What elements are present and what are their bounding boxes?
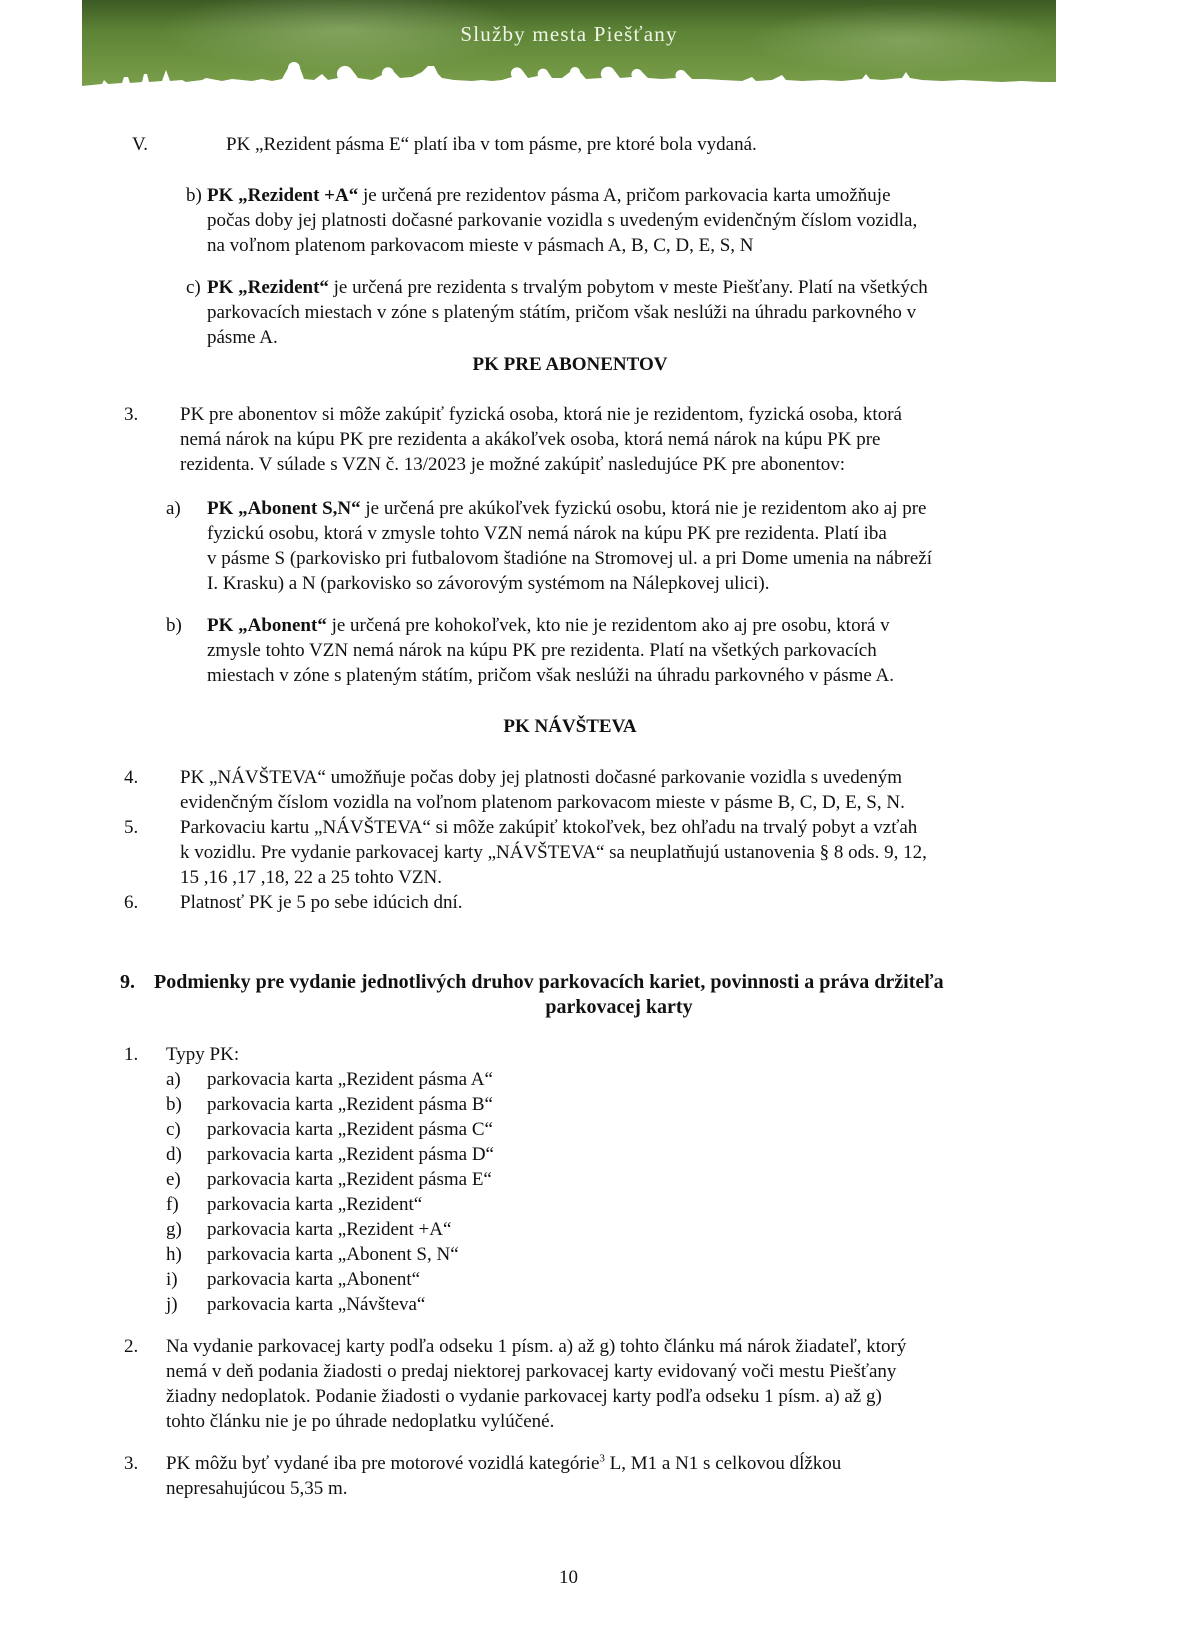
list-marker: c) [186, 277, 201, 298]
article-number: 9. [120, 971, 135, 993]
paragraph-line: PK „Rezident pásma E“ platí iba v tom pásme, pre ktoré bola vydaná. [226, 134, 757, 155]
card-name: PK „Abonent“ [207, 615, 327, 636]
list-marker: 6. [124, 892, 139, 913]
type-marker: i) [166, 1269, 178, 1290]
paragraph-line: PK „Abonent“ je určená pre kohokoľvek, kto nie je rezidentom ako aj pre osobu, ktorá v [207, 615, 890, 636]
paragraph-line: PK „Rezident +A“ je určená pre rezidentov pásma A, pričom parkovacia karta umožňuje [207, 185, 891, 206]
paragraph-line: Parkovaciu kartu „NÁVŠTEVA“ si môže zakúpiť ktokoľvek, bez ohľadu na trvalý pobyt a vzťah [180, 817, 918, 838]
type-marker: d) [166, 1144, 182, 1165]
type-marker: j) [166, 1294, 178, 1315]
paragraph-line: žiadny nedoplatok. Podanie žiadosti o vydanie parkovacej karty podľa odseku 1 písm. a) až g) [166, 1386, 882, 1407]
type-item: parkovacia karta „Abonent S, N“ [207, 1244, 459, 1265]
paragraph-line: nepresahujúcou 5,35 m. [166, 1478, 348, 1499]
paragraph-line: v pásme S (parkovisko pri futbalovom štadióne na Stromovej ul. a pri Dome umenia na nábreží [207, 548, 932, 569]
paragraph-line: nemá v deň podania žiadosti o predaj niektorej parkovacej karty evidovaný voči mestu Piešťany [166, 1361, 897, 1382]
type-marker: h) [166, 1244, 182, 1265]
paragraph-line: PK môžu byť vydané iba pre motorové vozidlá kategórie$^3$ L, M1 a N1 s celkovou dĺžkou [166, 1452, 842, 1474]
list-marker: 2. [124, 1336, 139, 1357]
type-marker: e) [166, 1169, 181, 1190]
article-title-line: parkovacej karty [545, 996, 693, 1018]
list-marker: 1. [124, 1044, 139, 1065]
paragraph-line: Platnosť PK je 5 po sebe idúcich dní. [180, 892, 463, 913]
paragraph-line: rezidenta. V súlade s VZN č. 13/2023 je možné zakúpiť nasledujúce PK pre abonentov: [180, 454, 846, 475]
paragraph-line: zmysle tohto VZN nemá nárok na kúpu PK pre rezidenta. Platí na všetkých parkovacích [207, 640, 877, 661]
type-marker: a) [166, 1069, 181, 1090]
type-item: parkovacia karta „Rezident pásma E“ [207, 1169, 492, 1190]
type-item: parkovacia karta „Rezident pásma C“ [207, 1119, 493, 1140]
paragraph-line: Na vydanie parkovacej karty podľa odseku 1 písm. a) až g) tohto článku má nárok žiadateľ, ktorý [166, 1336, 907, 1357]
type-item: parkovacia karta „Rezident pásma B“ [207, 1094, 493, 1115]
paragraph-line: 15 ,16 ,17 ,18, 22 a 25 tohto VZN. [180, 867, 442, 888]
section-heading-navsteva: PK NÁVŠTEVA [503, 716, 637, 737]
paragraph-line: PK pre abonentov si môže zakúpiť fyzická osoba, ktorá nie je rezidentom, fyzická osoba, ktorá [180, 404, 902, 425]
footnote-ref[interactable]: 3 [599, 1452, 605, 1465]
article-title-line: Podmienky pre vydanie jednotlivých druhov parkovacích kariet, povinnosti a práva držiteľa [154, 971, 944, 993]
type-item: parkovacia karta „Rezident pásma D“ [207, 1144, 494, 1165]
paragraph-line: tohto článku nie je po úhrade nedoplatku vylúčené. [166, 1411, 555, 1432]
header-banner [82, 0, 1056, 90]
paragraph-line: PK „Rezident“ je určená pre rezidenta s trvalým pobytom v meste Piešťany. Platí na všetkých [207, 277, 928, 298]
type-marker: f) [166, 1194, 179, 1215]
list-marker: 3. [124, 404, 139, 425]
paragraph-line: parkovacích miestach v zóne s plateným státím, pričom však neslúži na úhradu parkovného v [207, 302, 917, 323]
list-marker: b) [166, 615, 182, 636]
list-marker: 3. [124, 1453, 139, 1474]
list-marker: b) [186, 185, 202, 206]
paragraph-line: PK „Abonent S,N“ je určená pre akúkoľvek fyzickú osobu, ktorá nie je rezidentom ako aj pre [207, 498, 927, 519]
type-item: parkovacia karta „Rezident“ [207, 1194, 423, 1215]
paragraph-line: evidenčným číslom vozidla na voľnom platenom parkovacom mieste v pásme B, C, D, E, S, N. [180, 792, 905, 813]
paragraph-line: nemá nárok na kúpu PK pre rezidenta a akákoľvek osoba, ktorá nemá nárok na kúpu PK pre [180, 429, 881, 450]
type-marker: g) [166, 1219, 182, 1240]
type-item: parkovacia karta „Rezident pásma A“ [207, 1069, 493, 1090]
paragraph-line: pásme A. [207, 327, 278, 348]
list-label: Typy PK: [166, 1044, 240, 1065]
paragraph-line: k vozidlu. Pre vydanie parkovacej karty „NÁVŠTEVA“ sa neuplatňujú ustanovenia § 8 ods. 9, 12, [180, 842, 927, 863]
list-marker: 5. [124, 817, 139, 838]
list-marker: V. [132, 134, 149, 155]
card-name: PK „Rezident“ [207, 277, 329, 298]
page-number: 10 [559, 1567, 578, 1588]
card-name: PK „Rezident +A“ [207, 185, 359, 206]
list-marker: a) [166, 498, 181, 519]
paragraph-line: PK „NÁVŠTEVA“ umožňuje počas doby jej platnosti dočasné parkovanie vozidla s uvedeným [180, 767, 903, 788]
paragraph-line: miestach v zóne s plateným státím, pričom však neslúži na úhradu parkovného v pásme A. [207, 665, 894, 686]
paragraph-line: fyzickú osobu, ktorá v zmysle tohto VZN nemá nárok na kúpu PK pre rezidenta. Platí iba [207, 523, 887, 544]
paragraph-line: na voľnom platenom parkovacom mieste v pásmach A, B, C, D, E, S, N [207, 235, 754, 256]
type-marker: c) [166, 1119, 181, 1140]
type-marker: b) [166, 1094, 182, 1115]
banner-title: Služby mesta Piešťany [460, 22, 678, 46]
type-item: parkovacia karta „Abonent“ [207, 1269, 421, 1290]
card-name: PK „Abonent S,N“ [207, 498, 361, 519]
city-skyline-graphic [82, 60, 1056, 90]
list-marker: 4. [124, 767, 139, 788]
type-item: parkovacia karta „Rezident +A“ [207, 1219, 452, 1240]
paragraph-line: počas doby jej platnosti dočasné parkovanie vozidla s uvedeným evidenčným číslom vozidla, [207, 210, 918, 231]
paragraph-line: I. Krasku) a N (parkovisko so závorovým systémom na Nálepkovej ulici). [207, 573, 770, 594]
type-item: parkovacia karta „Návšteva“ [207, 1294, 426, 1315]
section-heading-abonent: PK PRE ABONENTOV [472, 354, 668, 375]
